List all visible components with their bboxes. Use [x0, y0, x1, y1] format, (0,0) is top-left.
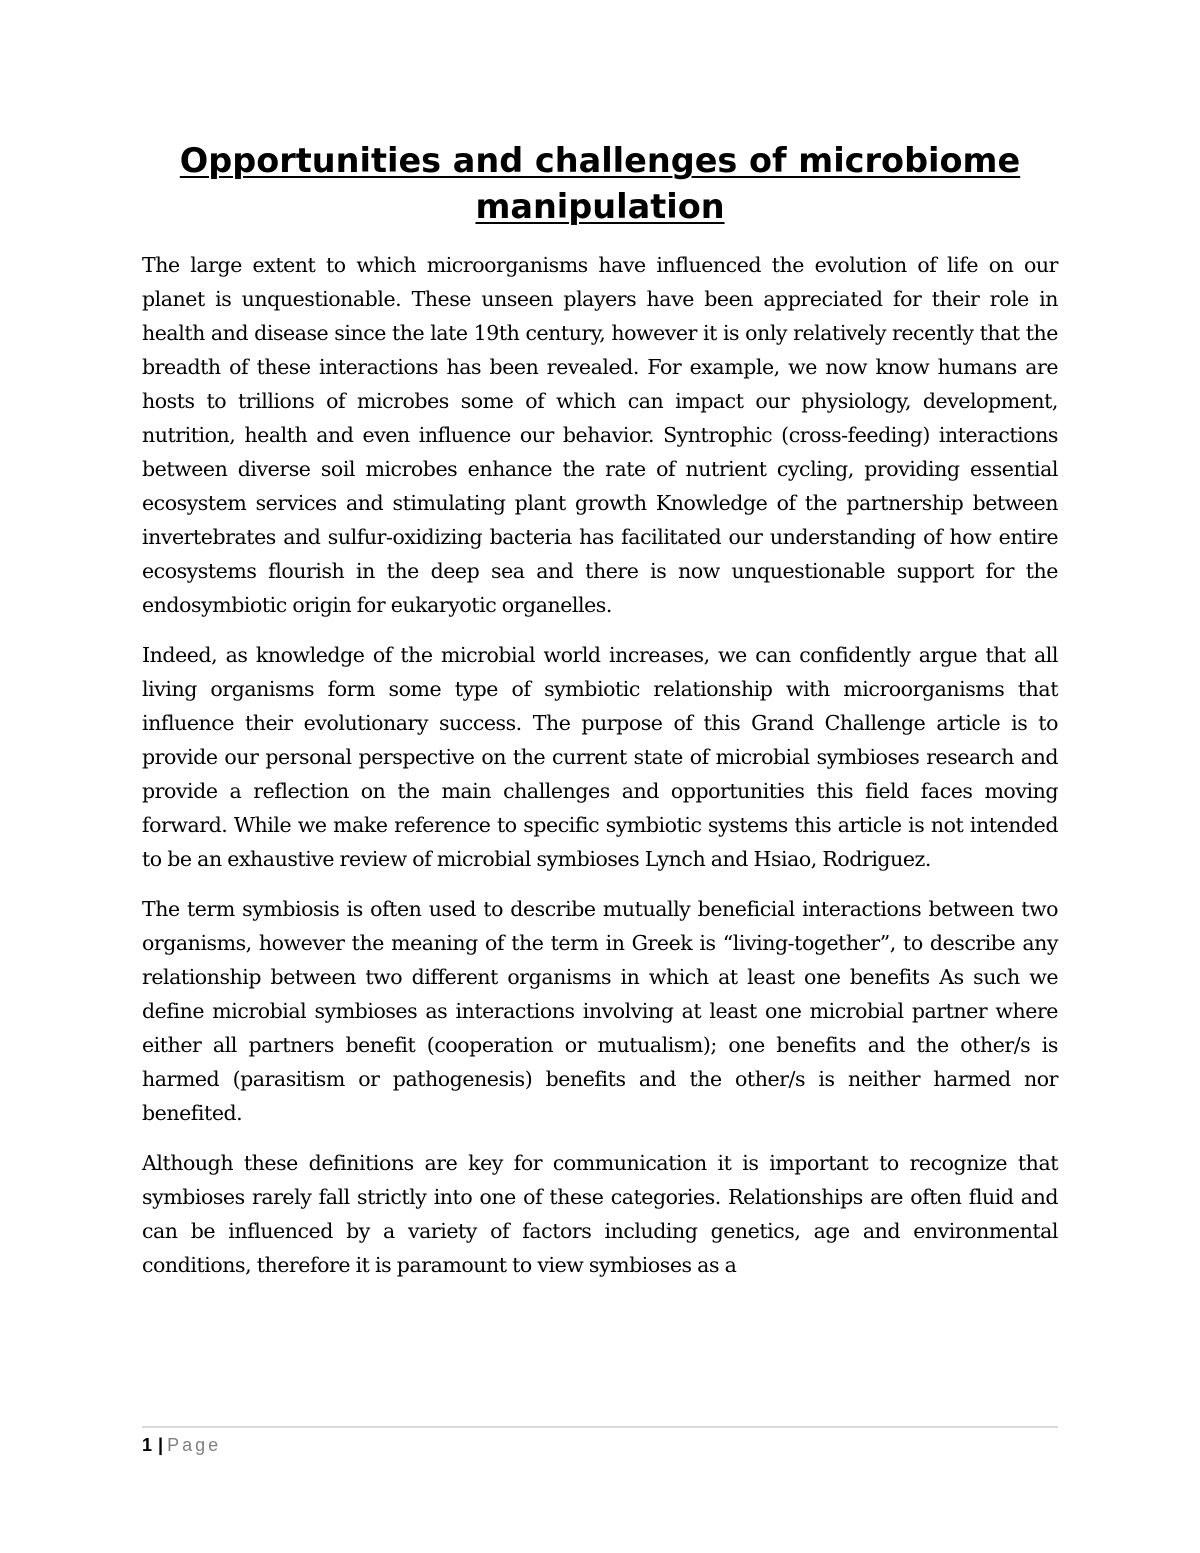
- document-title: Opportunities and challenges of microbiome manipulation: [179, 141, 1021, 226]
- paragraph-1: The large extent to which microorganisms have influenced the evolution of life on our planet is unquestionable. These unseen players have been appreciated for their role in health and disease since the late 19th century, however it is only relatively recently that the breadth of these interactions has been revealed. For example, we now know humans are hosts to trillions of microbes some of which can impact our physiology, development, nutrition, health and even influence our behavior. Syntrophic (cross-feeding) interactions between diverse soil microbes enhance the rate of nutrient cycling, providing essential ecosystem services and stimulating plant growth Knowledge of the partnership between invertebrates and sulfur-oxidizing bacteria has facilitated our understanding of how entire ecosystems flourish in the deep sea and there is now unquestionable support for the endosymbiotic origin for eukaryotic organelles.: [142, 253, 1058, 617]
- footer-separator: |: [158, 1435, 164, 1455]
- paragraph-4: Although these definitions are key for communication it is important to recognize that symbioses rarely fall strictly into one of these categories. Relationships are often fluid and can be influenced by a variety of factors including genetics, age and environmental conditions, therefore it is paramount to view symbioses as a: [142, 1151, 1058, 1277]
- page-number: 1: [142, 1435, 153, 1455]
- document-body: [142, 248, 1058, 1298]
- paragraph-3: The term symbiosis is often used to describe mutually beneficial interactions between two organisms, however the meaning of the term in Greek is “living-together”, to describe any relationship between two different organisms in which at least one benefits As such we define microbial symbioses as interactions involving at least one microbial partner where either all partners benefit (cooperation or mutualism); one benefits and the other/s is harmed (parasitism or pathogenesis) benefits and the other/s is neither harmed nor benefited.: [142, 897, 1058, 1125]
- page-footer: [142, 1432, 221, 1458]
- paragraph-2: Indeed, as knowledge of the microbial world increases, we can confidently argue that all living organisms form some type of symbiotic relationship with microorganisms that influence their evolutionary success. The purpose of this Grand Challenge article is to provide our personal perspective on the current state of microbial symbioses research and provide a reflection on the main challenges and opportunities this field faces moving forward. While we make reference to specific symbiotic systems this article is not intended to be an exhaustive review of microbial symbioses Lynch and Hsiao, Rodriguez.: [142, 643, 1058, 871]
- page-label: Page: [167, 1435, 222, 1455]
- footer-divider: [142, 1426, 1058, 1428]
